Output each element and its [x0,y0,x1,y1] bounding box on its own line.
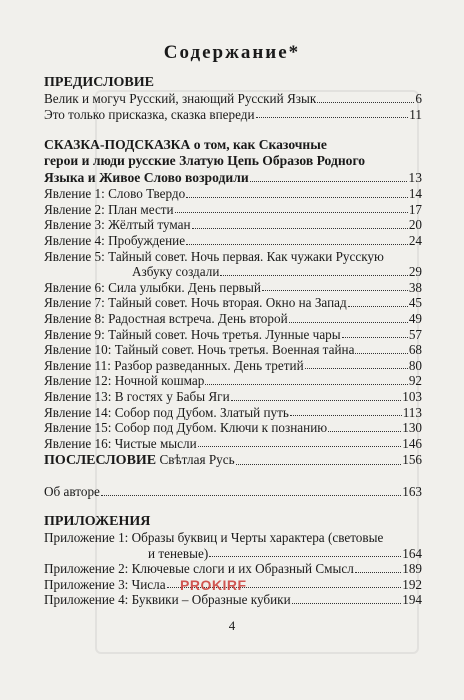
toc-entry[interactable]: ПОСЛЕСЛОВИЕ Свѣтлая Русь 156 [44,452,422,468]
tale-heading-line: СКАЗКА-ПОДСКАЗКА о том, как Сказочные [44,137,327,152]
watermark-stamp: PROKIRF [180,577,247,593]
toc-entry[interactable]: Явление 9: Тайный совет. Ночь третья. Лунные чары 57 [44,326,422,342]
toc-entry[interactable]: Явление 8: Радостная встреча. День второй 49 [44,310,422,326]
toc-entry[interactable]: Явление 1: Слово Твердо 14 [44,186,422,202]
toc-entry[interactable]: Явление 15: Собор под Дубом. Ключи к познанию 130 [44,420,422,436]
toc-entry[interactable]: Об авторе 163 [44,484,422,499]
toc-entry-line[interactable]: Приложение 1: Образы буквиц и Черты характера (световые [44,530,384,545]
toc-entry[interactable]: Явление 6: Сила улыбки. День первый 38 [44,279,422,295]
toc-entry[interactable]: Явление 2: План мести 17 [44,201,422,217]
toc-entry[interactable]: Явление 4: Пробуждение 24 [44,233,422,248]
afterword-subtitle: Свѣтлая Русь [159,452,235,467]
afterword-heading: ПОСЛЕСЛОВИЕ [44,453,157,468]
toc-entry[interactable]: Приложение 4: Буквики – Образные кубики 194 [44,592,422,608]
toc-entry[interactable]: Явление 7: Тайный совет. Ночь вторая. Окно на Запад 45 [44,295,422,311]
page-title: Содержание* [163,42,301,63]
tale-heading-line: герои и люди русские Златую Цепь Образов Родного [44,153,366,169]
toc-entry[interactable]: Явление 13: В гостях у Бабы Яги 103 [44,388,422,404]
toc-entry[interactable]: Явление 10: Тайный совет. Ночь третья. Военная тайна 68 [44,342,422,358]
toc-entry[interactable]: Приложение 2: Ключевые слоги и их Образный Смысл 189 [44,561,422,577]
toc-entry[interactable]: Явление 14: Собор под Дубом. Златый путь 113 [44,404,422,420]
toc-entry[interactable]: Явление 16: Чистые мысли 146 [44,435,422,451]
appendix-heading: ПРИЛОЖЕНИЯ [44,514,151,529]
author-section [44,484,422,500]
toc-entry[interactable]: и теневые) 164 [148,545,422,561]
toc-entry[interactable]: Приложение 3: Числа 192 [44,576,422,592]
toc-entry[interactable]: Это только присказка, сказка впереди 11 [44,106,422,122]
toc-entry[interactable]: Явление 11: Разбор разведанных. День третий 80 [44,357,422,373]
preface-heading: ПРЕДИСЛОВИЕ [44,75,154,90]
preface-section [44,74,422,122]
toc-entry[interactable]: Велик и могуч Русский, знающий Русский Язык 6 [44,91,422,106]
toc-entry-line[interactable]: Явление 5: Тайный совет. Ночь первая. Как чужаки Русскую [44,248,384,264]
tale-section [44,137,422,451]
toc-entry[interactable]: Явление 3: Жёлтый туман 20 [44,217,422,233]
afterword-section [44,452,422,469]
toc-entry[interactable]: Азбуку создали 29 [132,264,422,280]
page-number: 4 [228,618,236,633]
toc-entry[interactable]: Явление 12: Ночной кошмар 92 [44,373,422,389]
toc-entry[interactable]: Языка и Живое Слово возродили 13 [44,169,422,185]
